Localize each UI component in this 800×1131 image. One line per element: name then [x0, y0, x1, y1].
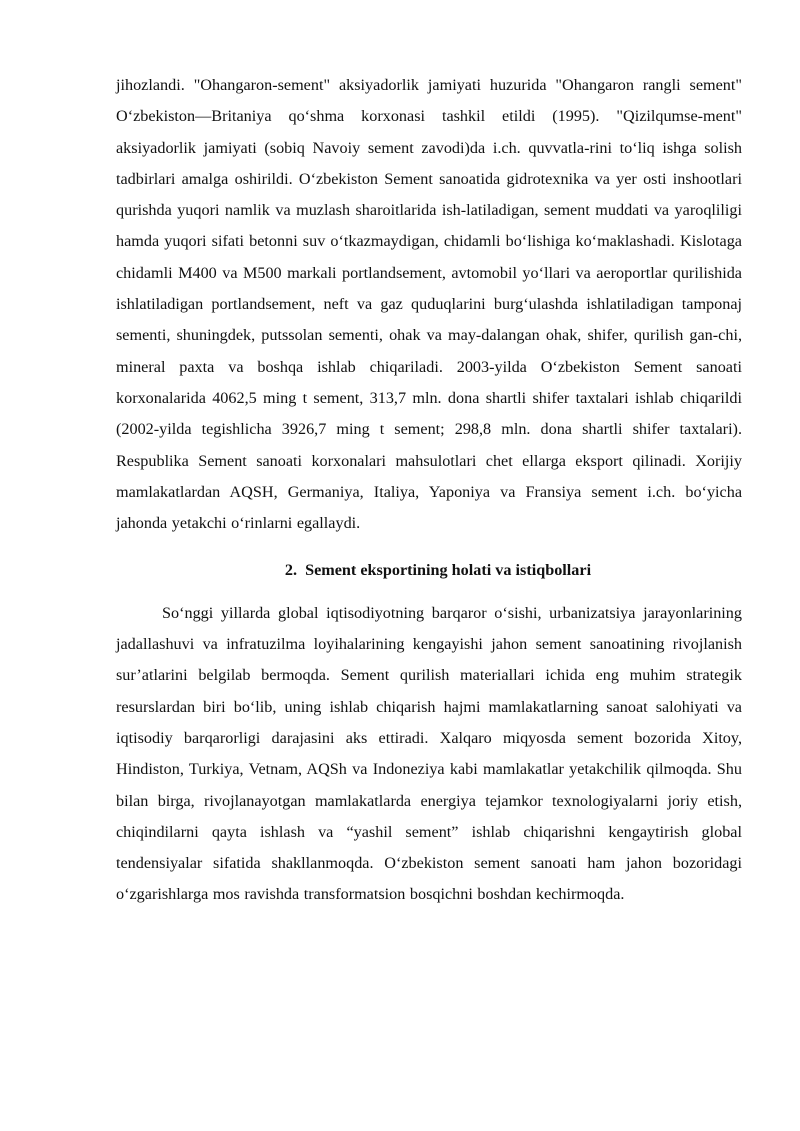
- section-number: 2.: [284, 561, 298, 580]
- body-paragraph-2: So‘nggi yillarda global iqtisodiyotning barqaror o‘sishi, urbanizatsiya jarayonlarining jadallashuvi va infratuzilma loyihalarining kengayishi jahon sement sanoatining rivojlanish sur’atlarini belgilab bermoqda. Sement qurilish materiallari ichida eng muhim strategik resurslardan biri bo‘lib, uning ishlab chiqarish hajmi mamlakatlarning sanoat salohiyati va iqtisodiy barqarorligi darajasini aks ettiradi. Xalqaro miqyosda sement bozorida Xitoy, Hindiston, Turkiya, Vetnam, AQSh va Indoneziya kabi mamlakatlar yetakchilik qilmoqda. Shu bilan birga, rivojlanayotgan mamlakatlarda energiya tejamkor texnologiyalarni joriy etish, chiqindilarni qayta ishlash va “yashil sement” ishlab chiqarishni kengaytirish global tendensiyalar sifatida shakllanmoqda. O‘zbekiston sement sanoati ham jahon bozoridagi o‘zgarishlarga mos ravishda transformatsion bosqichni boshdan kechirmoqda.: [116, 603, 742, 904]
- body-paragraph-1: jihozlandi. "Ohangaron-sement" aksiyadorlik jamiyati huzurida "Ohangaron rangli sement" O‘zbekiston—Britaniya qo‘shma korxonasi tashkil etildi (1995). "Qizilqumse-ment" aksiyadorlik jamiyati (sobiq Navoiy sement zavodi)da i.ch. quvvatla-rini to‘liq ishga solish tadbirlari amalga oshirildi. O‘zbekiston Sement sanoatida gidrotexnika va yer osti inshootlari qurishda yuqori namlik va muzlash sharoitlarida ish-latiladigan, sement muddati va yaroqliligi hamda yuqori sifati betonni suv o‘tkazmaydigan, chidamli bo‘lishiga ko‘maklashadi. Kislotaga chidamli M400 va M500 markali portlandsement, avtomobil yo‘llari va aeroportlar qurilishida ishlatiladigan portlandsement, neft va gaz quduqlarini burg‘ulashda ishlatiladigan tamponaj sementi, shuningdek, putssolan sementi, ohak va may-dalangan ohak, shifer, qurilish gan-chi, mineral paxta va boshqa ishlab chiqariladi. 2003-yilda O‘zbekiston Sement sanoati korxonalarida 4062,5 ming t sement, 313,7 mln. dona shartli shifer taxtalari ishlab chiqarildi (2002-yilda tegishlicha 3926,7 ming t sement; 298,8 mln. dona shartli shifer taxtalari). Respublika Sement sanoati korxonalari mahsulotlari chet ellarga eksport qilinadi. Xorijiy mamlakatlardan AQSH, Germaniya, Italiya, Yaponiya va Fransiya sement i.ch. bo‘yicha jahonda yetakchi o‘rinlarni egallaydi.: [116, 76, 742, 533]
- section-heading: [116, 555, 742, 586]
- document-page: [116, 70, 742, 911]
- section-title: Sement eksportining holati va istiqbollari: [305, 561, 592, 580]
